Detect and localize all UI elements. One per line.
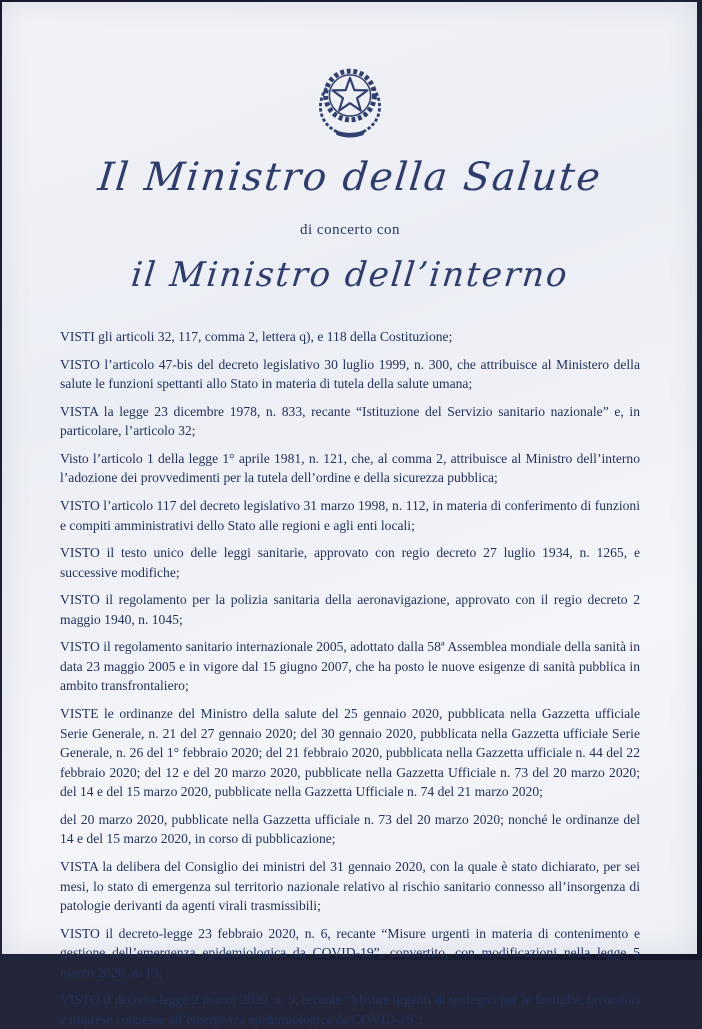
decree-paragraph: VISTO il regolamento per la polizia sanitaria della aeronavigazione, approvato con il regio decreto 2 maggio 1940, n. 1045;: [60, 592, 640, 627]
decree-paragraph: VISTA la legge 23 dicembre 1978, n. 833, recante “Istituzione del Servizio sanitario nazionale” e, in particolare, l’articolo 32;: [60, 403, 640, 439]
decree-paragraph: VISTO l’articolo 117 del decreto legislativo 31 marzo 1998, n. 112, in materia di conferimento di funzioni e compiti amministrativi dello Stato alle regioni e agli enti locali;: [60, 497, 640, 533]
decree-paragraph: VISTA la delibera del Consiglio dei ministri del 31 gennaio 2020, con la quale è stato dichiarato, per sei mesi, lo stato di emergenza sul territorio nazionale relativo al rischio sanitario connesso all’insorgenza di patologie derivanti da agenti virali trasmissibili;: [60, 858, 640, 914]
decree-paragraph: VISTO il testo unico delle leggi sanitarie, approvato con regio decreto 27 luglio 1934, n. 1265, e successive modifiche;: [60, 545, 640, 580]
title-minister-of-interior: il Ministro dell’interno: [129, 255, 571, 295]
title-block: [60, 155, 640, 295]
connector-text: di concerto con: [300, 222, 400, 238]
decree-paragraph: VISTI gli articoli 32, 117, comma 2, lettera q), e 118 della Costituzione;: [60, 329, 453, 344]
decree-paragraph: VISTE le ordinanze del Ministro della salute del 25 gennaio 2020, pubblicata nella Gazzetta ufficiale Serie Generale, n. 21 del 27 gennaio 2020; del 30 gennaio 2020, pubblicata nella Gazzetta ufficiale Serie Generale, n. 26 del 1° febbraio 2020; del 21 febbraio 2020, pubblicata nella Gazzetta ufficiale n. 44 del 22 febbraio 2020; del 12 e del 20 marzo 2020, pubblicate nella Gazzetta Ufficiale n. 73 del 20 marzo 2020; del 14 e del 15 marzo 2020, pubblicate nella Gazzetta Ufficiale n. 74 del 21 marzo 2020;: [60, 706, 640, 800]
emblem-container: [60, 56, 640, 145]
title-minister-of-health: Il Ministro della Salute: [95, 155, 605, 200]
decree-paragraph: VISTO il regolamento sanitario internazionale 2005, adottato dalla 58ª Assemblea mondiale della sanità in data 23 maggio 2005 e in vigore dal 15 giugno 2007, che ha posto le nuove esigenze di sanità pubblica in ambito transfrontaliero;: [60, 639, 640, 694]
italian-republic-emblem-icon: [307, 56, 393, 140]
decree-paragraph: del 20 marzo 2020, pubblicate nella Gazzetta ufficiale n. 73 del 20 marzo 2020; nonché le ordinanze del 14 e del 15 marzo 2020, in corso di pubblicazione;: [60, 811, 640, 847]
decree-paragraph: VISTO il decreto-legge 2 marzo 2020, n. 9, recante “Misure urgenti di sostegno per le famiglie, lavoratori e imprese connesse all’emergenza epidemiologica da COVID-19”;: [60, 992, 640, 1027]
decree-preamble: [60, 327, 640, 1029]
decree-content: [2, 2, 697, 1029]
decree-paragraph: VISTO l’articolo 47-bis del decreto legislativo 30 luglio 1999, n. 300, che attribuisce al Ministero della salute le funzioni spettanti allo Stato in materia di tutela della salute umana;: [60, 356, 640, 392]
decree-paragraph: Visto l’articolo 1 della legge 1° aprile 1981, n. 121, che, al comma 2, attribuisce al Ministro dell’interno l’adozione dei provvedimenti per la tutela dell’ordine e della sicurezza pubblica;: [60, 450, 640, 486]
decree-paragraph: VISTO il decreto-legge 23 febbraio 2020, n. 6, recante “Misure urgenti in materia di contenimento e gestione dell’emergenza epidemiologica da COVID-19”, convertito, con modificazioni nella legge 5 marzo 2020, n. 13;: [60, 925, 640, 980]
decree-document-page: [2, 2, 697, 1027]
